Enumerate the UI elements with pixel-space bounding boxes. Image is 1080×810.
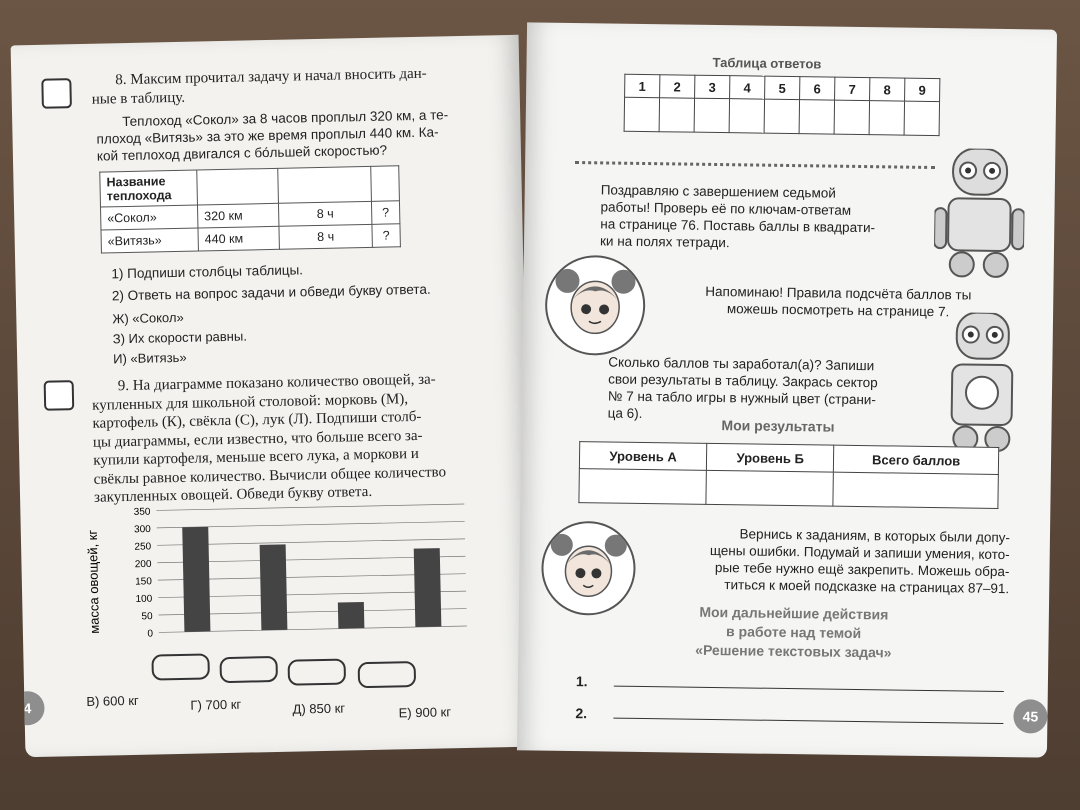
table-header-name: Название теплохода <box>100 170 198 207</box>
chart-ytick-label: 200 <box>134 558 152 571</box>
chart-ylabel: масса овощей, кг <box>84 529 102 634</box>
answer-cell[interactable] <box>624 97 659 131</box>
answers-table <box>624 74 941 136</box>
answer-cell[interactable] <box>799 100 834 134</box>
answer-col-header: 1 <box>625 74 660 97</box>
text-line: свои результаты в таблицу. Закрась сектор <box>608 371 878 391</box>
results-col-header: Уровень А <box>579 442 707 471</box>
text-line: на странице 76. Поставь баллы в квадрати- <box>600 216 876 236</box>
table-cell: ? <box>371 201 399 225</box>
chart-bar <box>182 527 210 632</box>
bar-label-bubble[interactable] <box>288 659 347 686</box>
task9-line: цы диаграммы, если известно, что больше всего за- <box>92 427 423 451</box>
write-line-2[interactable] <box>613 718 1003 724</box>
girl-avatar-2 <box>541 521 636 616</box>
answers-title: Таблица ответов <box>712 54 822 72</box>
results-col-header: Уровень Б <box>707 443 834 472</box>
text-line: Мои дальнейшие действия <box>699 603 889 623</box>
chart-ytick-label: 300 <box>133 523 151 536</box>
text-line: в работе над темой <box>725 623 862 642</box>
chart-bar <box>338 602 365 629</box>
chart-bar <box>414 548 442 627</box>
text-line: ца 6). <box>607 405 643 421</box>
text-line: № 7 на табло игры в нужный цвет (страни- <box>607 388 877 408</box>
score-checkbox-8[interactable] <box>41 78 72 109</box>
chart-ytick-label: 350 <box>133 506 151 518</box>
text-line: работы! Проверь её по ключам-ответам <box>600 199 852 218</box>
answer-col-header: 9 <box>905 78 940 101</box>
answer-cell[interactable] <box>659 98 694 132</box>
table-cell: «Сокол» <box>101 205 198 230</box>
results-cell[interactable] <box>706 470 834 506</box>
chart-bar <box>260 544 288 630</box>
further-actions-title <box>648 602 939 663</box>
results-cell[interactable] <box>579 469 707 505</box>
table-cell: ? <box>372 224 400 248</box>
chart-ytick-label: 250 <box>134 541 152 553</box>
answer-col-header: 2 <box>660 75 695 98</box>
right-page <box>517 22 1057 757</box>
answer-cell[interactable] <box>694 98 729 132</box>
task9-line: купили картофеля, меньше всего лука, а моркови и <box>93 445 419 469</box>
task8-problem-2: плоход «Витязь» за это же время проплыл 440 км. Ка- <box>96 124 439 147</box>
table-cell: 8 ч <box>278 201 371 226</box>
line-label-2: 2. <box>575 705 588 722</box>
answer-col-header: 6 <box>800 77 835 100</box>
dotted-divider <box>575 161 935 169</box>
task9-option-d[interactable]: Д) 850 кг <box>292 700 346 717</box>
table-row <box>101 224 400 253</box>
answer-col-header: 8 <box>870 78 905 101</box>
task9-line: купленных для школьной столовой: морковь (М), <box>91 390 409 414</box>
results-table <box>578 441 999 509</box>
write-line-1[interactable] <box>614 686 1004 692</box>
results-title: Мои результаты <box>721 417 835 435</box>
answer-cell[interactable] <box>869 101 904 135</box>
left-page <box>11 35 534 757</box>
task8-problem-1: Теплоход «Сокол» за 8 часов проплыл 320 км, а те- <box>122 107 449 130</box>
task8-table <box>99 165 401 253</box>
text-line: ки на полях тетради. <box>599 233 730 251</box>
chart-ytick-label: 100 <box>135 593 153 606</box>
table-cell: 440 км <box>198 226 279 251</box>
score-text <box>608 354 949 427</box>
page-number-left: 4 <box>11 691 45 726</box>
answer-cell[interactable] <box>764 99 799 133</box>
chart-ytick-label: 0 <box>147 628 154 640</box>
bar-label-bubble[interactable] <box>219 656 278 683</box>
task9-text <box>92 369 515 507</box>
task8-option-zh[interactable]: Ж) «Сокол» <box>112 309 184 327</box>
answer-cell[interactable] <box>834 100 869 134</box>
text-line: Поздравляю с завершением седьмой <box>600 182 836 201</box>
table-cell: «Витязь» <box>101 228 198 253</box>
text-line: щены ошибки. Подумай и запиши умения, кото- <box>709 542 1010 563</box>
table-header-empty[interactable] <box>371 166 400 202</box>
task8-problem-3: кой теплоход двигался с бо́льшей скоростью? <box>96 142 388 164</box>
results-cell[interactable] <box>833 472 998 508</box>
answer-col-header: 5 <box>765 76 800 99</box>
task8-instr-1: 1) Подпиши столбцы таблицы. <box>111 262 304 282</box>
vegetable-bar-chart <box>80 498 473 656</box>
results-col-header: Всего баллов <box>834 445 999 474</box>
task8-option-z[interactable]: З) Их скорости равны. <box>112 328 248 347</box>
robot-illustration <box>934 148 1026 284</box>
return-text <box>659 524 1010 597</box>
answer-cell[interactable] <box>729 99 764 133</box>
bar-label-bubble[interactable] <box>358 661 417 688</box>
table-header-empty[interactable] <box>278 166 372 203</box>
congrats-text <box>600 181 931 254</box>
text-line: «Решение текстовых задач» <box>695 641 892 661</box>
bar-label-bubble[interactable] <box>151 653 210 680</box>
table-cell: 320 км <box>197 203 278 228</box>
text-line: Вернись к заданиям, в которых были допу- <box>739 526 1011 546</box>
chart-ytick-label: 50 <box>141 611 153 623</box>
text-line: Напоминаю! Правила подсчёта баллов ты <box>705 283 972 303</box>
task9-line: 9. На диаграмме показано количество овощей, за- <box>117 371 436 395</box>
task8-line1: 8. Максим прочитал задачу и начал вносить дан- <box>115 65 427 89</box>
table-cell: 8 ч <box>279 224 372 249</box>
task9-line: картофель (К), свёкла (С), лук (Л). Подпиши столб- <box>92 408 422 432</box>
answer-col-header: 7 <box>835 77 870 100</box>
answer-cell[interactable] <box>904 101 939 135</box>
answer-col-header: 3 <box>695 75 730 98</box>
task9-option-v[interactable]: В) 600 кг <box>86 692 139 709</box>
chart-gridline <box>156 504 464 510</box>
task9-line: закупленных овощей. Обведи букву ответа. <box>93 483 373 506</box>
table-header-empty[interactable] <box>197 168 279 205</box>
text-line: титься к моей подсказке на страницах 87–91. <box>724 577 1010 597</box>
task8-line2: ные в таблицу. <box>91 89 186 108</box>
text-line: Сколько баллов ты заработал(а)? Запиши <box>608 354 875 374</box>
text-line: можешь посмотреть на странице 7. <box>726 301 950 320</box>
task8-instr-2: 2) Ответь на вопрос задачи и обведи букву ответа. <box>111 281 431 304</box>
task8-option-i[interactable]: И) «Витязь» <box>113 349 187 367</box>
task9-line: свёклы равное количество. Вычисли общее количество <box>93 463 447 488</box>
task9-option-e[interactable]: Е) 900 кг <box>398 704 452 721</box>
robot-clock-illustration <box>941 312 1023 458</box>
score-checkbox-9[interactable] <box>44 380 75 411</box>
line-label-1: 1. <box>575 673 588 690</box>
chart-ytick-label: 150 <box>135 576 152 588</box>
text-line: рые тебе нужно ещё закрепить. Можешь обра- <box>714 560 1010 580</box>
girl-avatar <box>544 255 645 356</box>
page-number-right: 45 <box>1013 699 1047 733</box>
task9-option-g[interactable]: Г) 700 кг <box>190 696 242 713</box>
answer-col-header: 4 <box>730 76 765 99</box>
